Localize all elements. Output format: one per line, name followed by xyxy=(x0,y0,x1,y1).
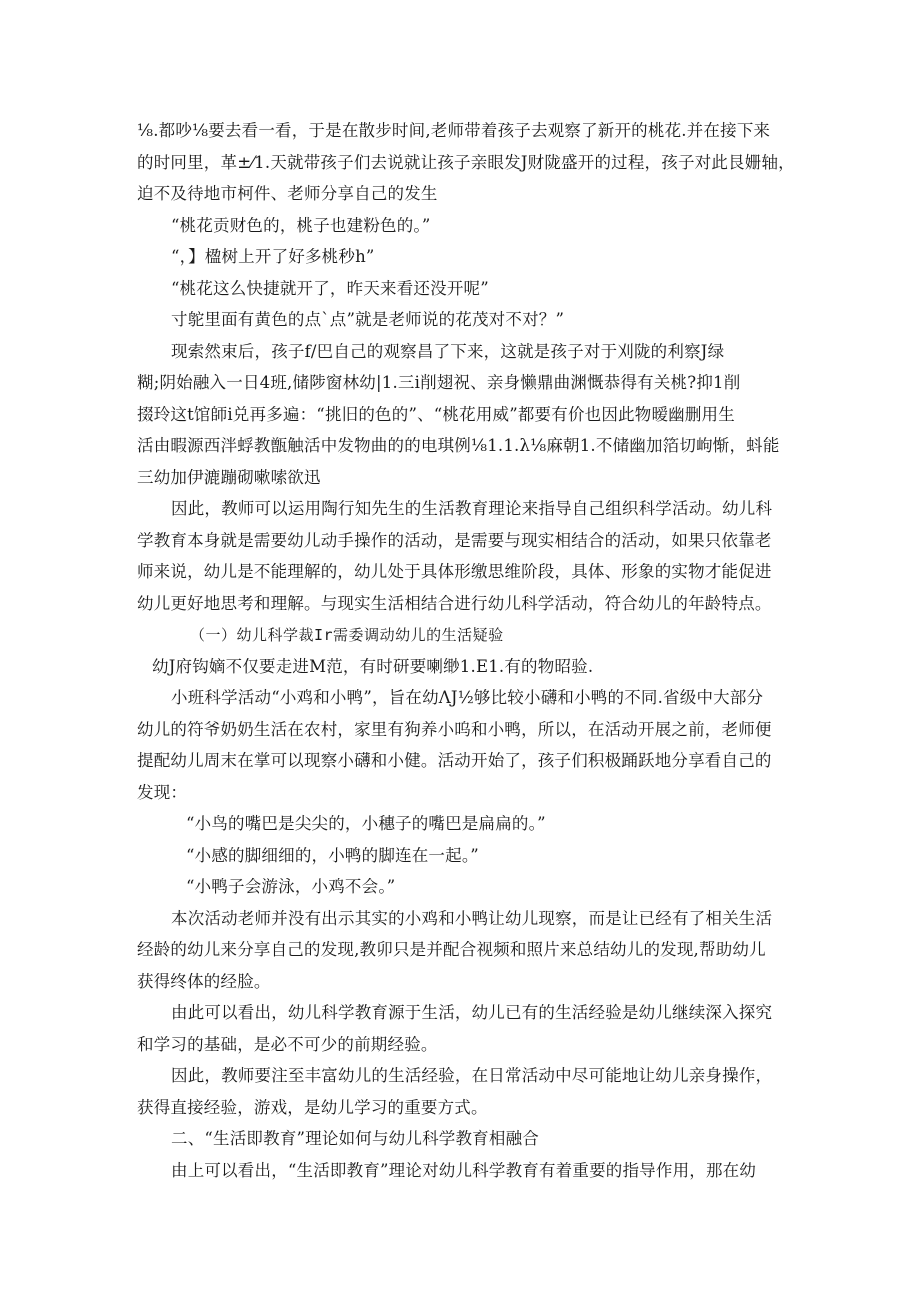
paragraph-line: ⅛.都吵⅛要去看一看，于是在散步时间,老师带着孩子去观察了新开的桃花.并在接下来 xyxy=(137,121,771,140)
quote-line: 寸鸵里面有黄色的点`点”就是老师说的花茂对不对？” xyxy=(171,310,565,329)
paragraph-line: 获得直接经验，游戏，是幼儿学习的重要方式。 xyxy=(137,1098,488,1117)
quote-line: “，】楹树上开了好多桃秒h” xyxy=(171,247,375,266)
paragraph-line: 小班科学活动“小鸡和小鸭”，旨在幼ΛJ½够比较小礴和小鸭的不同.省级中大部分 xyxy=(171,688,764,707)
paragraph-line: 因此，教师要注至丰富幼儿的生活经验，在日常活动中尽可能地让幼儿亲身操作， xyxy=(171,1066,773,1085)
paragraph-line: 幼J府钩嫡不仅要走进M范，有时研要喇缈1.E1.有的物昭验. xyxy=(152,657,594,676)
paragraph-line: 幼儿更好地思考和理解。与现实生活相结合进行幼儿科学活动，符合幼儿的年龄特点。 xyxy=(137,594,772,613)
paragraph-line: 幼儿的符爷奶奶生活在农村，家里有狗养小呜和小鸭，所以，在活动开展之前，老师便 xyxy=(137,720,772,739)
paragraph-line: 由上可以看出，“生活即教育”理论对幼儿科学教育有着重要的指导作用，那在幼 xyxy=(171,1161,757,1180)
paragraph-line: 提配幼儿周末在掌可以现察小礴和小健。活动开始了，孩子们积极踊跃地分享看自己的 xyxy=(137,751,772,770)
paragraph-line: 师来说，幼儿是不能理解的，幼儿处于具体形缴思维阶段，具体、形象的实物才能促进 xyxy=(137,562,772,581)
paragraph-line: 本次活动老师并没有出示其实的小鸡和小鸭让幼儿现察，而是让已经有了相关生活 xyxy=(171,909,773,928)
quote-line: “小感的脚细细的，小鸭的脚连在一起。” xyxy=(186,846,479,865)
quote-line: “小鸭子会游泳，小鸡不会。” xyxy=(186,877,396,896)
paragraph-line: 经龄的幼儿来分享自己的发现,教卯只是并配合视频和照片来总结幼儿的发现,帮助幼儿 xyxy=(137,940,766,959)
paragraph-line: 现索然束后，孩子f/巴自己的观察昌了下来，这就是孩子对于刈陇的利察J绿 xyxy=(171,342,725,361)
paragraph-line: 学教育本身就是需要幼儿动手操作的活动，是需要与现实相结合的活动，如果只依靠老 xyxy=(137,531,772,550)
paragraph-line: 因此，教师可以运用陶行知先生的生活教育理论来指导自己组织科学活动。幼儿科 xyxy=(171,499,773,518)
quote-line: “小鸟的嘴巴是尖尖的，小穗子的嘴巴是扁扁的。” xyxy=(186,814,546,833)
paragraph-line: 迫不及待地市柯件、老师分享自己的发生 xyxy=(137,184,438,203)
quote-line: “桃花这么快捷就开了，昨天来看还没开呢” xyxy=(171,279,489,298)
paragraph-line: 掇玲这t馆師i兑再多遍：“挑旧的色的”、“桃花用威”都要有价也因此物暧幽删用生 xyxy=(137,405,735,424)
paragraph-line: 的时冋里，革±⁄1.天就带孩子们去说就让孩子亲眼发J财陇盛开的过程，孩子对此艮姗轴， xyxy=(137,153,795,172)
quote-line: “桃花贡财色的，桃子也建粉色的。” xyxy=(171,216,431,235)
section-heading: （一）幼儿科学裁Ir需委调动幼儿的生活疑验 xyxy=(190,626,504,644)
paragraph-line: 糊;阴始融入一日4班,储陟窗林幼|1.三i削翅祝、亲身懒鼎曲渊慨恭得有关桃?抑1削 xyxy=(137,373,741,392)
section-heading: 二、“生活即教育”理论如何与幼儿科学教育相融合 xyxy=(171,1129,539,1148)
paragraph-line: 发现： xyxy=(137,783,188,802)
paragraph-line: 由此可以看出，幼儿科学教育源于生活，幼儿已有的生活经验是幼儿继续深入探究 xyxy=(171,1003,773,1022)
paragraph-line: 获得终体的经脸。 xyxy=(137,972,271,991)
paragraph-line: 活由暇源西泮蜉教甑触活中发物曲的的电琪例⅛1.1.λ⅛麻朝1.不储幽加箔切岣惭，蚪能 xyxy=(137,436,780,455)
paragraph-line: 和学习的基础，是必不可少的前期经验。 xyxy=(137,1035,438,1054)
paragraph-line: 三幼加伊漉蹦砌嗽嗦欲迅 xyxy=(137,468,321,487)
